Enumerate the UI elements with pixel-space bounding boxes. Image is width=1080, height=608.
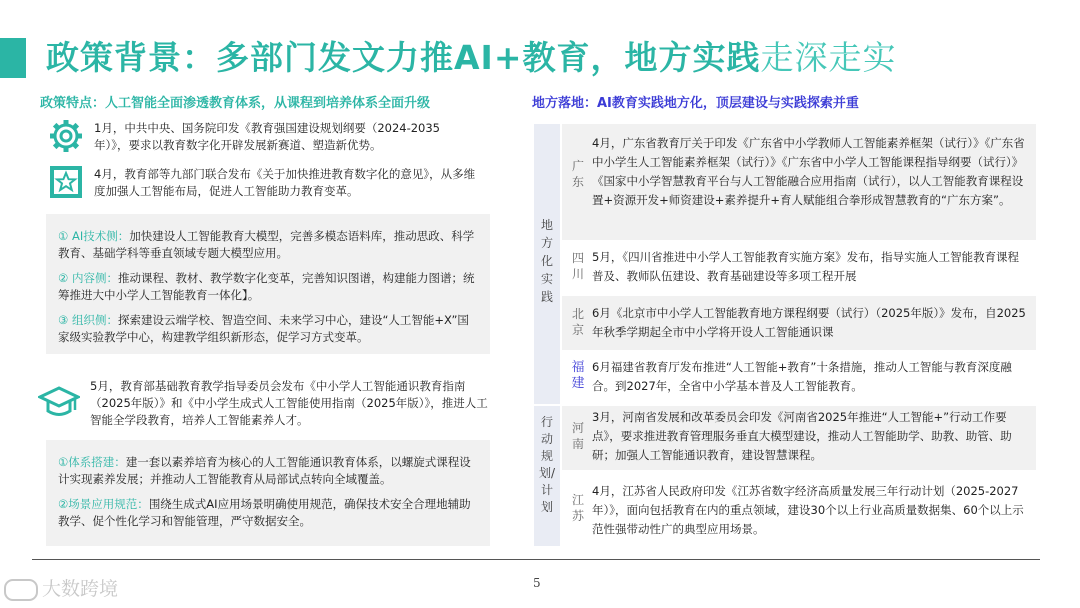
footer-divider bbox=[32, 559, 1040, 560]
watermark-logo-icon bbox=[4, 579, 38, 601]
region-name: 福建 bbox=[571, 360, 585, 391]
detail-system-building bbox=[58, 454, 478, 488]
page-title-tail: 走深走实 bbox=[760, 38, 897, 77]
detail-ai-tech bbox=[58, 228, 478, 262]
watermark bbox=[4, 574, 118, 601]
region-text: 4月，江苏省人民政府印发《江苏省数字经济高质量发展三年行动计划（2025-2027年）》，面向包括教育在内的重点领域，建设30个以上行业高质量数据集、60个以上示范性强带动性广的典型应用场景。 bbox=[592, 484, 1024, 536]
region-row-sichuan bbox=[562, 242, 1036, 294]
left-subtitle: 政策特点：人工智能全面渗透教育体系，从课程到培养体系全面升级 bbox=[40, 96, 431, 111]
side-label-local-practice-text: 地方化实践 bbox=[540, 218, 553, 304]
region-text: 4月，广东省教育厅关于印发《广东省中小学教师人工智能素养框架（试行）》《广东省中小学生人工智能素养框架（试行）》《广东省中小学人工智能课程指导纲要（试行）》《国家中小学智慧教育平台与人工智能融合应用指南（试行），以人工智能教育课程设置+资源开发+师资建设+素养提升+育人赋能组合拳形成智慧教育的“广东方案”。 bbox=[592, 136, 1025, 207]
star-icon bbox=[48, 164, 84, 200]
title-accent-bar bbox=[0, 38, 26, 78]
region-row-jiangsu bbox=[562, 474, 1036, 546]
region-name: 河南 bbox=[571, 421, 584, 451]
page-title bbox=[46, 34, 896, 82]
page-number: 5 bbox=[533, 576, 541, 590]
side-label-local-practice bbox=[534, 124, 560, 404]
watermark-text: 大数跨境 bbox=[42, 578, 119, 600]
region-row-beijing bbox=[562, 296, 1036, 350]
graduation-cap-icon bbox=[38, 382, 80, 424]
policy-item-january: 1月，中共中央、国务院印发《教育强国建设规划纲要（2024-2035年）》，要求以教育数字化开辟发展新赛道、塑造新优势。 bbox=[94, 121, 440, 152]
detail-system-building-text: 建一套以素养培育为核心的人工智能通识教育体系，以螺旋式课程设计实现素养发展；并推动人工智能教育从局部试点转向全域覆盖。 bbox=[58, 455, 471, 486]
gear-icon bbox=[48, 118, 84, 154]
region-name: 四川 bbox=[571, 251, 584, 281]
right-subtitle: 地方落地：AI教育实践地方化，顶层建设与实践探索并重 bbox=[532, 96, 859, 111]
policy-item-april: 4月，教育部等九部门联合发布《关于加快推进教育数字化的意见》，从多维度加强人工智能布局，促进人工智能助力教育变革。 bbox=[94, 167, 476, 198]
policy-item-may: 5月，教育部基础教育教学指导委员会发布《中小学人工智能通识教育指南（2025年版）》和《中小学生成式人工智能使用指南（2025年版）》，推进人工智能全学段教育，培养人工智能素养人才。 bbox=[90, 379, 488, 427]
detail-system-building-label: ①体系搭建： bbox=[58, 455, 126, 469]
detail-content-text: 推动课程、教材、教学数字化变革，完善知识图谱，构建能力图谱；统筹推进大中小学人工智能教育一体化】。 bbox=[58, 271, 475, 302]
education-digitalization-details bbox=[46, 214, 490, 354]
region-row-henan bbox=[562, 406, 1036, 470]
region-text: 6月福建省教育厅发布推进“人工智能+教育”十条措施，推动人工智能与教育深度融合。到2027年，全省中小学基本普及人工智能教育。 bbox=[592, 360, 1012, 393]
detail-content-label: ② 内容侧： bbox=[58, 271, 118, 285]
region-row-guangdong bbox=[562, 124, 1036, 240]
side-label-action-plan bbox=[534, 406, 560, 546]
detail-organization bbox=[58, 312, 478, 346]
detail-content bbox=[58, 270, 478, 304]
side-label-action-plan-text: 行动规划/计划 bbox=[539, 415, 556, 514]
region-name: 江苏 bbox=[571, 493, 584, 523]
region-name: 广东 bbox=[571, 159, 584, 189]
region-text: 5月，《四川省推进中小学人工智能教育实施方案》发布，指导实施人工智能教育课程普及、教师队伍建设、教育基础建设等多项工程开展 bbox=[592, 250, 1020, 283]
region-text: 3月，河南省发展和改革委员会印发《河南省2025年推进“人工智能+”行动工作要点》，要求推进教育管理服务垂直大模型建设，推动人工智能助学、助教、助管、助研；加强人工智能通识教育，建设智慧课程。 bbox=[592, 410, 1012, 462]
detail-ai-tech-label: ① AI技术侧： bbox=[58, 229, 130, 243]
detail-scenario-rules bbox=[58, 496, 478, 530]
detail-scenario-rules-label: ②场景应用规范： bbox=[58, 497, 149, 511]
detail-scenario-rules-text: 围绕生成式AI应用场景明确使用规范，确保技术安全合理地辅助教学、促个性化学习和智能管理，严守数据安全。 bbox=[58, 497, 471, 528]
page-title-main: 政策背景：多部门发文力推AI+教育，地方实践 bbox=[46, 38, 761, 77]
detail-organization-text: 探索建设云端学校、智造空间、未来学习中心，建设“人工智能+X”国家级实验教学中心，构建教学组织新形态，促学习方式变革。 bbox=[58, 313, 469, 344]
guideline-details bbox=[46, 440, 490, 546]
region-name: 北京 bbox=[571, 307, 584, 337]
detail-ai-tech-text: 加快建设人工智能教育大模型，完善多模态语料库，推动思政、科学教育、基础学科等垂直领域专题大模型应用。 bbox=[58, 229, 475, 260]
detail-organization-label: ③ 组织侧： bbox=[58, 313, 118, 327]
region-text: 6月《北京市中小学人工智能教育地方课程纲要（试行）（2025年版）》发布，自2025年秋季学期起全市中小学将开设人工智能通识课 bbox=[592, 306, 1026, 339]
region-row-fujian bbox=[562, 352, 1036, 404]
